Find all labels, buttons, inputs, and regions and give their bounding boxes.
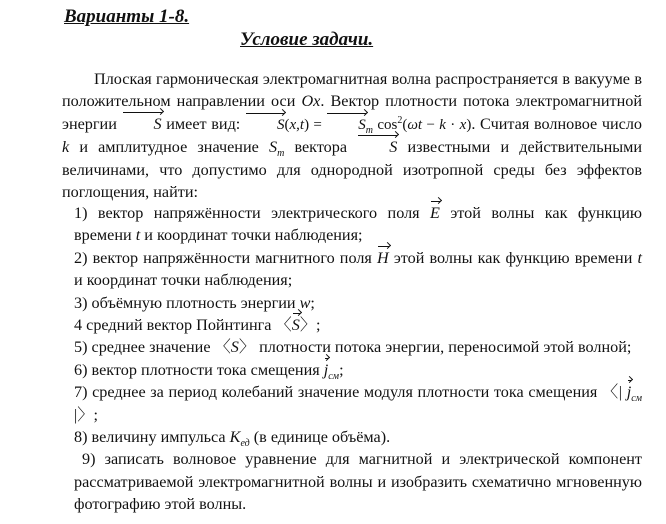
task-list xyxy=(74,202,642,516)
list-item: 4 средний вектор Пойнтинга 〈S〉; xyxy=(74,314,642,336)
list-item: 9) записать волновое уравнение для магнитной и электрической компонент рассматриваемой электромагнитной волны и изобразить схематично мгновенную фотографию этой волны. xyxy=(74,450,642,514)
list-item: 7) среднее за период колебаний значение модуля плотности тока смещения 〈| $j_{см}$ |〉; xyxy=(74,383,643,424)
variants-heading: Варианты 1-8. xyxy=(64,6,190,27)
list-item: 3) объёмную плотность энергии w; xyxy=(74,293,315,312)
list-item: 6) вектор плотности тока смещения $j_{см}$; xyxy=(74,360,344,383)
list-item: 5) среднее значение 〈S〉 плотности потока энергии, переносимой этой волной; xyxy=(74,338,632,357)
list-item: 8) величину импульса $K_{ед}$ (в единице объёма). xyxy=(74,428,391,450)
condition-heading: Условие задачи. xyxy=(240,29,374,50)
list-item: 1) вектор напряжённости электрического поля E этой волны как функцию времени t и координат точки наблюдения; xyxy=(74,204,642,245)
list-item: 2) вектор напряжённости магнитного поля H этой волны как функцию времени t и координат точки наблюдения; xyxy=(74,248,643,290)
problem-statement: Плоская гармоническая электромагнитная волна распространяется в вакууме в положительном направлении оси Ox. Вектор плотности потока электромагнитной энергии S имеет вид: $S(x,t) = S_m$ $\cos^2(\omega t - k \cdot x)$. Считая волновое число k и амплитудное значение $S_m$ вектора S известными и действительными величинами, что допустимо для однородной изотропной среды без эффектов поглощения, найти: xyxy=(62,70,643,202)
